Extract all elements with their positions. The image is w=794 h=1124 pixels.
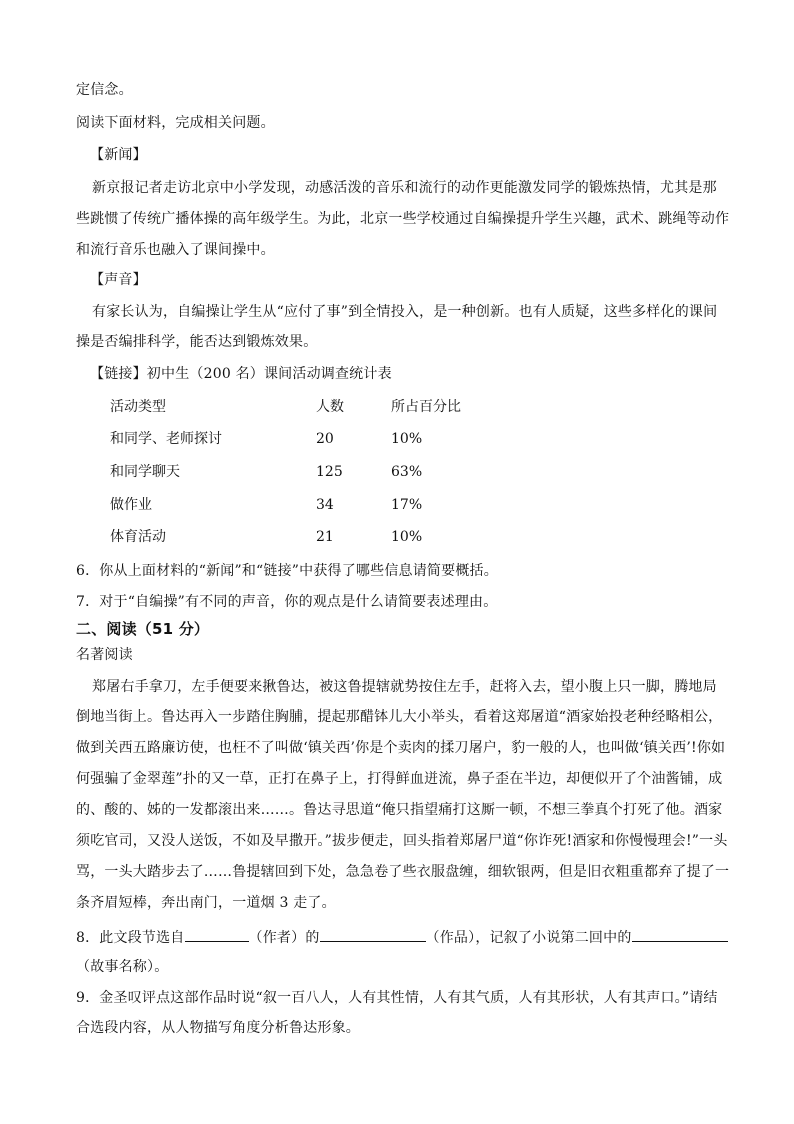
table-cell: 和同学、老师探讨: [110, 431, 222, 447]
table-header: 人数: [316, 399, 344, 415]
table-cell: 63%: [391, 464, 423, 480]
table-cell: 10%: [391, 529, 423, 545]
voice-line: 有家长认为，自编操让学生从“应付了事”到全情投入，是一种创新。也有人质疑，这些多样化的课间: [92, 304, 718, 320]
q8-text: （作者）的: [248, 930, 320, 946]
table-cell: 17%: [391, 497, 423, 513]
reading-prompt: 阅读下面材料，完成相关问题。: [76, 115, 275, 131]
table-header: 所占百分比: [391, 399, 461, 415]
q8-text: 8．此文段节选自: [76, 930, 185, 946]
q8-text: （作品），记叙了小说第二回中的: [425, 930, 632, 946]
table-cell: 34: [316, 497, 334, 513]
story-blank[interactable]: [632, 925, 728, 942]
passage-line: 郑屠右手拿刀，左手便要来揪鲁达，被这鲁提辖就势按住左手，赶将入去，望小腹上只一脚，腾地局: [92, 679, 717, 695]
classic-title: 名著阅读: [76, 647, 133, 663]
question-8-cont: （故事名称）。: [76, 959, 169, 975]
passage-line: 何强骗了金翠莲”扑的又一草，正打在鼻子上，打得鲜血迸流，鼻子歪在半边，却便似开了个油酱铺，成: [76, 771, 723, 787]
question-7: 7．对于“自编操”有不同的声音，你的观点是什么请简要表述理由。: [76, 594, 498, 610]
table-cell: 10%: [391, 431, 423, 447]
passage-line: 须吃官司，又没人送饭，不如及早撒开。”拔步便走，回头指着郑屠尸道“你诈死!酒家和你慢慢理会!”一头: [76, 833, 728, 849]
table-cell: 做作业: [110, 497, 152, 513]
voice-tag: 【声音】: [90, 272, 147, 288]
passage-line: 做到关西五路廉访使，也枉不了叫做‘镇关西’你是个卖肉的揉刀屠户，豹一般的人，也叫做‘镇关西’!你如: [76, 740, 726, 756]
passage-line: 的、酸的、姊的一发都滚出来……。鲁达寻思道“俺只指望痛打这厮一顿，不想三拳真个打死了他。酒家: [76, 802, 723, 818]
section-heading: 二、阅读（51 分）: [76, 620, 210, 638]
work-blank[interactable]: [320, 925, 426, 942]
question-9: 9．金圣叹评点这部作品时说“叙一百八人，人有其性情，人有其气质，人有其形状，人有其声口。”请结: [76, 990, 718, 1006]
table-cell: 21: [316, 529, 334, 545]
passage-line: 条齐眉短棒，奔出南门，一道烟 3 走了。: [76, 895, 336, 911]
news-line: 新京报记者走访北京中小学发现，动感活泼的音乐和流行的动作更能激发同学的锻炼热情，尤其是那: [92, 180, 717, 196]
intro-tail: 定信念。: [76, 82, 133, 98]
question-9-cont: 合选段内容，从人物描写角度分析鲁达形象。: [76, 1020, 360, 1036]
news-line: 和流行音乐也融入了课间操中。: [76, 242, 275, 258]
passage-line: 骂，一头大踏步去了……鲁提辖回到下处，急急卷了些衣服盘缠，细软银两，但是旧衣粗重都弃了提了一: [76, 864, 730, 880]
table-cell: 125: [316, 464, 343, 480]
news-tag: 【新闻】: [90, 147, 147, 163]
voice-line: 操是否编排科学，能否达到锻炼效果。: [76, 334, 318, 350]
table-cell: 体育活动: [110, 529, 166, 545]
table-cell: 和同学聊天: [110, 464, 180, 480]
author-blank[interactable]: [185, 925, 249, 942]
table-cell: 20: [316, 431, 334, 447]
question-8: [76, 925, 756, 948]
news-line: 些跳惯了传统广播体操的高年级学生。为此，北京一些学校通过自编操提升学生兴趣，武术、跳绳等动作: [76, 211, 730, 227]
question-6: 6．你从上面材料的“新闻”和“链接”中获得了哪些信息请简要概括。: [76, 563, 498, 579]
link-title: 【链接】初中生（200 名）课间活动调查统计表: [90, 366, 392, 382]
passage-line: 倒地当街上。鲁达再入一步踏住胸脯，提起那醋钵儿大小举头，看着这郑屠道“酒家始投老种经略相公，: [76, 709, 723, 725]
table-header: 活动类型: [110, 399, 166, 415]
